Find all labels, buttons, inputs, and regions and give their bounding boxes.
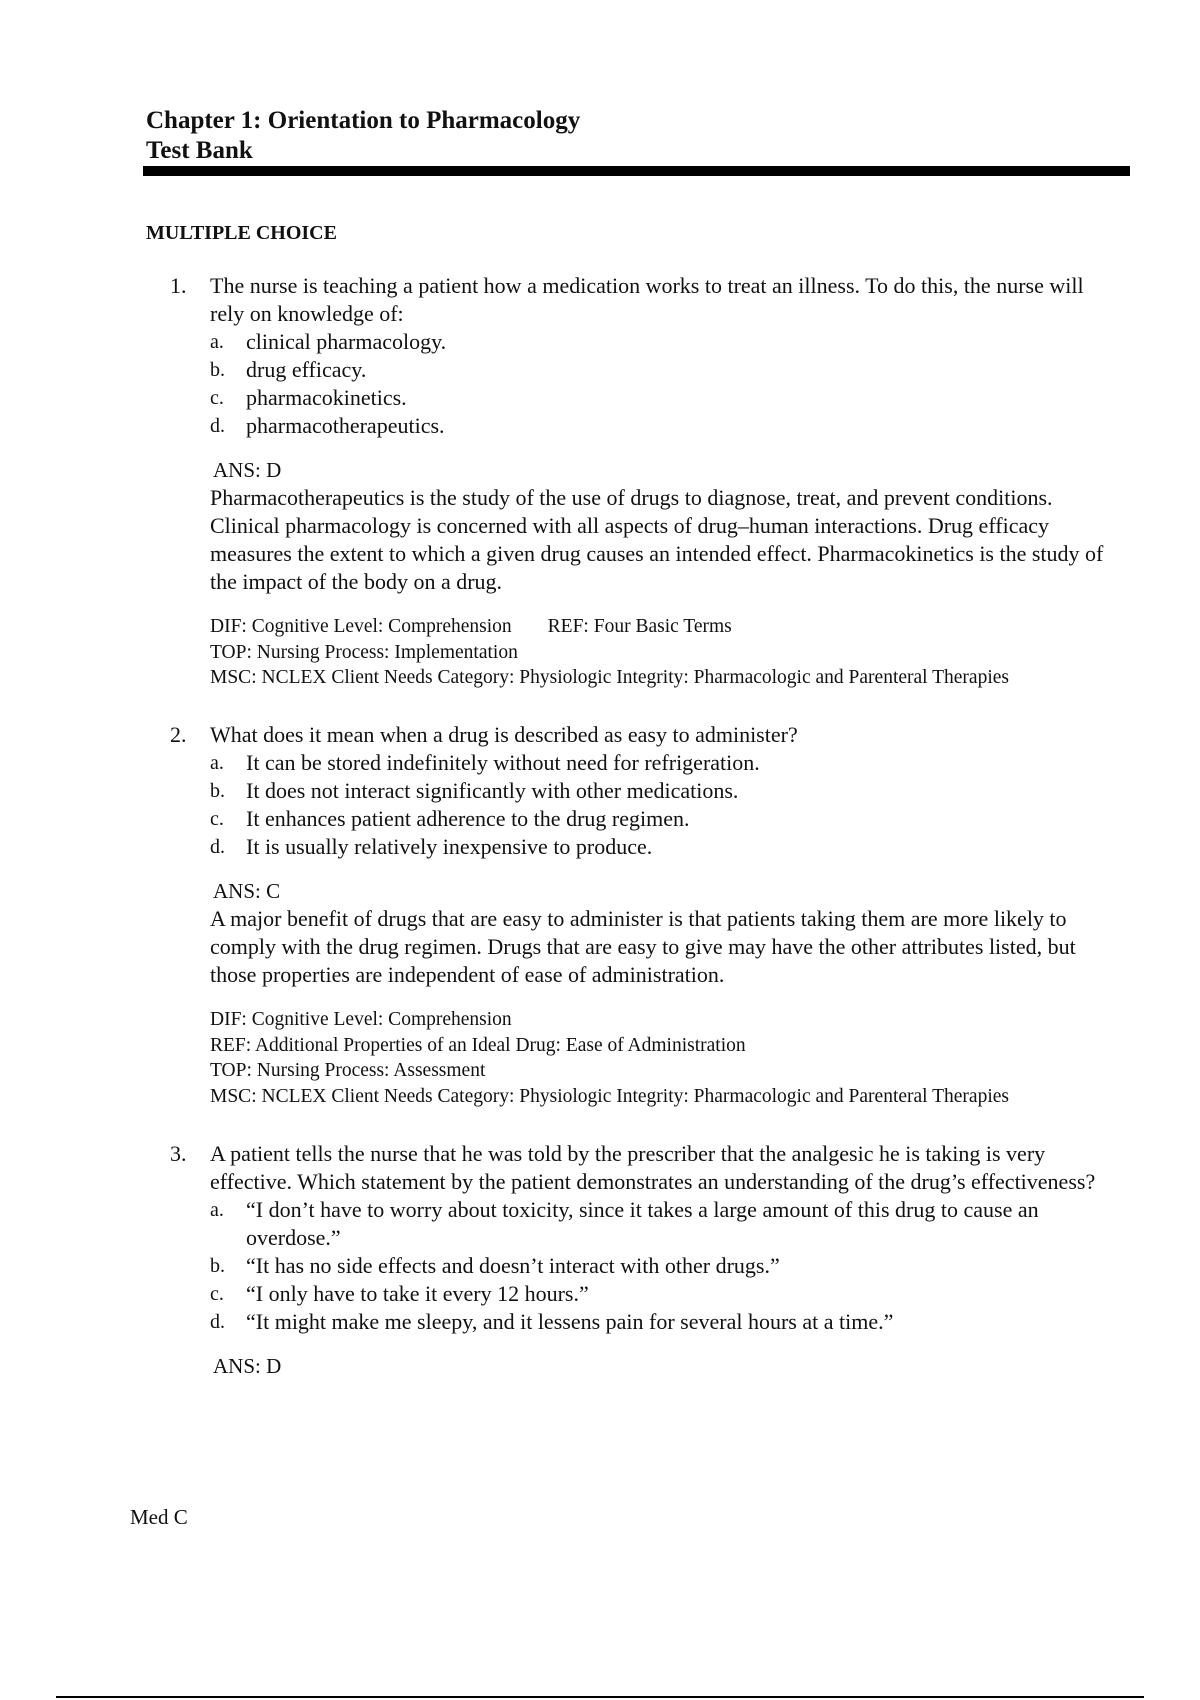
answer-rationale: A major benefit of drugs that are easy to administer is that patients taking them are more likely to comply with the drug regimen. Drugs that are easy to give may have the other attributes listed, but those properties are independent of ease of administration. bbox=[210, 906, 1076, 987]
nclex-category-label: MSC: NCLEX Client Needs Category: Physiologic Integrity: Pharmacologic and Parenteral Therapies bbox=[210, 1085, 1009, 1107]
answer-option bbox=[210, 1252, 1110, 1280]
answer-option bbox=[210, 1280, 1110, 1308]
reference-label: REF: Additional Properties of an Ideal Drug: Ease of Administration bbox=[210, 1034, 746, 1056]
question-2 bbox=[170, 721, 1110, 1109]
nclex-category-label: MSC: NCLEX Client Needs Category: Physiologic Integrity: Pharmacologic and Parenteral Therapies bbox=[210, 667, 1009, 688]
option-letter: a. bbox=[210, 752, 224, 774]
option-text: It enhances patient adherence to the drug regimen. bbox=[246, 806, 690, 831]
metadata-line bbox=[210, 614, 1110, 640]
answer-option bbox=[210, 777, 1110, 805]
option-text: drug efficacy. bbox=[246, 357, 367, 382]
answer-option bbox=[210, 1196, 1110, 1252]
option-text: It is usually relatively inexpensive to produce. bbox=[246, 834, 653, 859]
option-text: “It has no side effects and doesn’t interact with other drugs.” bbox=[246, 1253, 780, 1278]
question-stem: A patient tells the nurse that he was told by the prescriber that the analgesic he is taking is very effective. Which statement by the patient demonstrates an understanding of the drug’s effectiveness? bbox=[210, 1141, 1096, 1194]
option-text: pharmacokinetics. bbox=[246, 385, 407, 410]
option-letter: b. bbox=[210, 780, 225, 802]
question-stem: The nurse is teaching a patient how a medication works to treat an illness. To do this, the nurse will rely on knowledge of: bbox=[210, 273, 1084, 326]
option-text: It does not interact significantly with other medications. bbox=[246, 778, 739, 803]
option-letter: b. bbox=[210, 359, 225, 381]
answer-option bbox=[210, 1308, 1110, 1336]
question-1 bbox=[170, 272, 1110, 691]
option-letter: d. bbox=[210, 836, 225, 858]
footer-label: Med C bbox=[130, 1505, 188, 1529]
option-letter: c. bbox=[210, 387, 224, 409]
option-text: “I only have to take it every 12 hours.” bbox=[246, 1281, 589, 1306]
question-metadata bbox=[210, 1007, 1110, 1109]
header-rule bbox=[143, 166, 1130, 176]
document-subtitle: Test Bank bbox=[146, 137, 253, 164]
answer-key: ANS: D bbox=[213, 1354, 282, 1378]
difficulty-label: DIF: Cognitive Level: Comprehension bbox=[210, 1009, 512, 1030]
option-letter: d. bbox=[210, 1311, 225, 1333]
question-metadata bbox=[210, 614, 1110, 691]
document-header bbox=[146, 106, 580, 166]
footer-rule bbox=[56, 1696, 1144, 1698]
answer-key: ANS: C bbox=[213, 879, 281, 903]
option-text: It can be stored indefinitely without need for refrigeration. bbox=[246, 750, 760, 775]
chapter-title: Chapter 1: Orientation to Pharmacology bbox=[146, 107, 581, 134]
option-letter: b. bbox=[210, 1255, 225, 1277]
option-text: clinical pharmacology. bbox=[246, 329, 447, 354]
topic-label: TOP: Nursing Process: Assessment bbox=[210, 1060, 486, 1081]
answer-option bbox=[210, 384, 1110, 412]
question-3 bbox=[170, 1140, 1110, 1380]
option-text: pharmacotherapeutics. bbox=[246, 413, 445, 438]
question-number: 2. bbox=[170, 722, 187, 747]
option-letter: d. bbox=[210, 415, 225, 437]
option-letter: c. bbox=[210, 1283, 224, 1305]
option-letter: a. bbox=[210, 331, 224, 353]
answer-option bbox=[210, 749, 1110, 777]
reference-label: REF: Four Basic Terms bbox=[547, 616, 732, 637]
difficulty-label: DIF: Cognitive Level: Comprehension bbox=[210, 616, 512, 637]
topic-label: TOP: Nursing Process: Implementation bbox=[210, 641, 518, 663]
answer-option bbox=[210, 412, 1110, 440]
option-text: “It might make me sleepy, and it lessens pain for several hours at a time.” bbox=[246, 1309, 894, 1334]
option-letter: c. bbox=[210, 808, 224, 830]
option-text: “I don’t have to worry about toxicity, since it takes a large amount of this drug to cause an overdose.” bbox=[246, 1197, 1039, 1250]
answer-option bbox=[210, 833, 1110, 861]
section-heading: MULTIPLE CHOICE bbox=[146, 222, 337, 244]
option-letter: a. bbox=[210, 1199, 224, 1221]
answer-rationale: Pharmacotherapeutics is the study of the use of drugs to diagnose, treat, and prevent conditions. Clinical pharmacology is concerned with all aspects of drug–human interactions. Drug efficacy measures the extent to which a given drug causes an intended effect. Pharmacokinetics is the study of the impact of the body on a drug. bbox=[210, 485, 1104, 594]
question-stem: What does it mean when a drug is described as easy to administer? bbox=[210, 722, 798, 747]
question-number: 3. bbox=[170, 1141, 187, 1166]
answer-key: ANS: D bbox=[213, 458, 282, 482]
answer-option bbox=[210, 805, 1110, 833]
answer-option bbox=[210, 328, 1110, 356]
answer-option bbox=[210, 356, 1110, 384]
question-number: 1. bbox=[170, 273, 187, 298]
